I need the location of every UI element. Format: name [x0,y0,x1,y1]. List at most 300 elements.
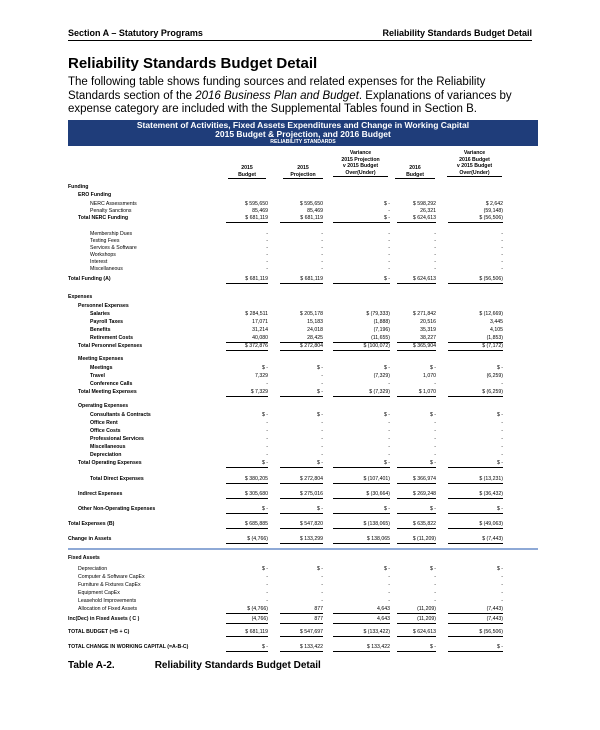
cell-value: $ 272,804 [280,475,323,484]
table-row [0,402,600,410]
cell-value: 85,469 [307,208,323,214]
cell-value: - [321,373,323,379]
cell-value: $ - [397,643,436,652]
cell-value: - [388,444,390,450]
cell-value: $ 681,119 [226,628,268,637]
cell-value: $ - [429,566,436,572]
row-label: Salaries [90,311,110,317]
cell-value: (6,259) [486,373,503,379]
cell-value: $ - [280,388,323,397]
cell-value: - [434,590,436,596]
cell-value: 877 [280,615,323,624]
cell-value: $ - [397,459,436,468]
cell-value: (11,209) [397,615,436,624]
cell-value: $ 133,422 [280,643,323,652]
cell-value: - [266,245,268,251]
row-label: NERC Assessments [90,201,137,207]
col-2016-budget-header: 2016 Budget [395,165,435,179]
col-2015-budget-header: 2015 Budget [228,165,266,179]
cell-value: 28,425 [280,334,323,343]
cell-value: - [434,231,436,237]
cell-value: - [321,420,323,426]
cell-value: (4,766) [226,615,268,624]
cell-value: $ - [261,566,268,572]
row-label: Meeting Expenses [78,356,124,362]
cell-value: $ (56,506) [448,628,503,637]
cell-value: $ - [448,643,503,652]
cell-value: - [321,444,323,450]
cell-value: - [501,245,503,251]
cell-value: - [434,259,436,265]
col-variance-2015-header: Variance 2015 Projection v 2015 Budget Over(Under) [333,150,388,177]
cell-value: $ (30,664) [333,490,390,499]
section-label: Section A – Statutory Programs [68,28,203,38]
row-label: Depreciation [90,452,122,458]
cell-value: (11,209) [397,605,436,614]
cell-value: - [501,452,503,458]
table-row [0,310,600,318]
cell-value: $ 547,820 [280,520,323,529]
cell-value: $ (36,432) [448,490,503,499]
row-label: Change in Assets [68,536,112,542]
table-row [0,364,600,372]
cell-value: 1,070 [423,373,436,379]
cell-value: 31,214 [252,327,268,333]
col-2015-projection-header: 2015 Projection [283,165,323,179]
cell-value: $ - [496,365,503,371]
cell-value: $ (13,231) [448,475,503,484]
cell-value: - [266,420,268,426]
table-row [0,355,600,363]
table-subtitle-band: RELIABILITY STANDARDS [68,139,538,146]
cell-value: (1,888) [373,319,390,325]
cell-value: $ 624,613 [397,214,436,223]
table-row [0,573,600,581]
cell-value: - [321,574,323,580]
row-label: Equipment CapEx [78,590,120,596]
table-row [0,427,600,435]
table-row [0,435,600,443]
cell-value: (11,655) [333,334,390,343]
row-label: TOTAL BUDGET (=B + C) [68,629,130,635]
cell-value: - [321,590,323,596]
table-row [0,302,600,310]
cell-value: $ - [226,505,268,514]
cell-value: $ - [383,566,390,572]
cell-value: - [388,590,390,596]
cell-value: - [321,582,323,588]
cell-value: - [388,574,390,580]
table-row [0,214,600,222]
table-row [0,605,600,613]
cell-value: (1,853) [448,334,503,343]
cell-value: $ - [226,643,268,652]
cell-value: - [434,582,436,588]
cell-value: $ - [316,412,323,418]
cell-value: $ - [448,459,503,468]
table-row [0,589,600,597]
cell-value: - [434,420,436,426]
row-label: Allocation of Fixed Assets [78,606,138,612]
cell-value: $ 271,842 [412,311,436,317]
row-label: Office Costs [90,428,121,434]
header-title: Reliability Standards Budget Detail [382,28,532,38]
cell-value: - [321,428,323,434]
row-label: Consultants & Contracts [90,412,151,418]
table-row [0,380,600,388]
cell-value: - [434,245,436,251]
table-row [0,419,600,427]
cell-value: - [266,381,268,387]
row-label: Professional Services [90,436,144,442]
cell-value: - [501,238,503,244]
cell-value: $ 7,329 [226,388,268,397]
table-row [0,597,600,605]
col-variance-2016-header: Variance 2016 Budget v 2015 Budget Over(Under) [447,150,502,177]
page-title: Reliability Standards Budget Detail [68,55,318,72]
cell-value: - [434,574,436,580]
cell-value: (7,196) [373,327,390,333]
cell-value: - [388,381,390,387]
table-row [0,443,600,451]
cell-value: $ 269,248 [397,490,436,499]
table-row [0,293,600,301]
cell-value: - [501,381,503,387]
cell-value: $ - [333,214,390,223]
row-label: Workshops [90,252,116,258]
cell-value: - [501,252,503,258]
row-label: Inc(Dec) in Fixed Assets ( C ) [68,616,140,622]
cell-value: $ - [280,505,323,514]
row-label: Total Operating Expenses [78,460,142,466]
cell-value: $ (12,669) [479,311,503,317]
cell-value: $ 365,904 [397,342,436,351]
cell-value: - [501,444,503,450]
cell-value: $ 685,885 [226,520,268,529]
cell-value: $ (56,506) [448,214,503,223]
table-row [0,615,600,623]
row-label: Miscellaneous [90,266,123,272]
row-label: Indirect Expenses [78,491,123,497]
cell-value: - [501,590,503,596]
row-label: Conference Calls [90,381,133,387]
cell-value: $ 305,680 [226,490,268,499]
cell-value: - [501,598,503,604]
cell-value: - [388,238,390,244]
cell-value: (7,443) [448,605,503,614]
cell-value: 4,105 [490,327,503,333]
cell-value: $ - [280,459,323,468]
cell-value: - [388,231,390,237]
table-row [0,411,600,419]
cell-value: - [501,582,503,588]
cell-value: $ 595,650 [299,201,323,207]
cell-value: $ - [261,365,268,371]
cell-value: 15,183 [307,319,323,325]
cell-value: $ (107,401) [333,475,390,484]
row-label: Membership Dues [90,231,133,237]
row-label: ERO Funding [78,192,112,198]
cell-value: $ (4,766) [226,535,268,544]
cell-value: 7,329 [255,373,268,379]
cell-value: - [321,452,323,458]
cell-value: - [266,252,268,258]
cell-value: $ - [316,566,323,572]
cell-value: (59,148) [483,208,503,214]
cell-value: - [321,259,323,265]
cell-value: $ - [383,365,390,371]
cell-value: $ (56,506) [448,275,503,284]
cell-value: $ 272,804 [280,342,323,351]
row-label: Penalty Sanctions [90,208,132,214]
cell-value: 877 [280,605,323,614]
cell-value: $ (11,209) [397,535,436,544]
table-title-band: Statement of Activities, Fixed Assets Expenditures and Change in Working Capital 2015 Budget & Projection, and 2016 Budget [68,120,538,139]
cell-value: - [388,436,390,442]
cell-value: 20,516 [420,319,436,325]
cell-value: $ 284,511 [245,311,268,317]
cell-value: - [388,452,390,458]
cell-value: 17,071 [252,319,268,325]
table-row [0,275,600,283]
cell-value: - [501,420,503,426]
table-caption: Table A-2. Reliability Standards Budget Detail [68,660,321,671]
cell-value: - [501,266,503,272]
cell-value: $ - [383,201,390,207]
cell-value: 38,227 [397,334,436,343]
table-row [0,342,600,350]
cell-value: - [501,436,503,442]
row-label: Furniture & Fixtures CapEx [78,582,141,588]
cell-value: - [266,598,268,604]
table-row [0,334,600,342]
cell-value: $ (100,072) [333,342,390,351]
cell-value: - [321,436,323,442]
table-row [0,265,600,273]
row-label: Computer & Software CapEx [78,574,145,580]
cell-value: - [266,444,268,450]
cell-value: $ - [448,505,503,514]
cell-value: - [434,381,436,387]
cell-value: $ 133,422 [333,643,390,652]
cell-value: $ 275,016 [280,490,323,499]
row-label: Expenses [68,294,93,300]
cell-value: $ 138,065 [333,535,390,544]
table-row [0,451,600,459]
cell-value: - [388,428,390,434]
cell-value: $ (7,329) [333,388,390,397]
row-label: Leasehold Improvements [78,598,137,604]
cell-value: - [501,231,503,237]
cell-value: 3,445 [490,319,503,325]
cell-value: - [321,231,323,237]
cell-value: $ - [226,459,268,468]
table-row [0,581,600,589]
cell-value: $ (4,766) [226,605,268,614]
cell-value: $ 372,876 [226,342,268,351]
cell-value: $ - [333,459,390,468]
row-label: Meetings [90,365,113,371]
cell-value: - [434,266,436,272]
cell-value: 35,319 [420,327,436,333]
cell-value: - [388,245,390,251]
cell-value: $ - [333,275,390,284]
cell-value: $ (138,065) [333,520,390,529]
cell-value: $ (49,063) [448,520,503,529]
cell-value: $ 366,974 [397,475,436,484]
cell-value: - [266,436,268,442]
row-label: TOTAL CHANGE IN WORKING CAPITAL (=A-B-C) [68,644,189,650]
row-label: Total Personnel Expenses [78,343,143,349]
cell-value: $ - [261,412,268,418]
cell-value: $ - [496,412,503,418]
cell-value: - [388,266,390,272]
cell-value: - [266,582,268,588]
cell-value: $ (79,333) [366,311,390,317]
cell-value: - [321,252,323,258]
cell-value: (7,329) [373,373,390,379]
row-label: Retirement Costs [90,335,133,341]
cell-value: $ 1,070 [397,388,436,397]
table-row [0,565,600,573]
row-label: Operating Expenses [78,403,129,409]
cell-value: - [321,381,323,387]
row-label: Office Rent [90,420,118,426]
cell-value: $ 681,119 [280,275,323,284]
cell-value: $ (7,443) [448,535,503,544]
cell-value: - [388,252,390,258]
row-label: Total Direct Expenses [90,476,144,482]
table-row [0,643,600,651]
cell-value: $ 598,292 [412,201,436,207]
cell-value: - [321,598,323,604]
row-label: Personnel Expenses [78,303,129,309]
table-row [0,372,600,380]
cell-value: - [266,266,268,272]
cell-value: $ - [429,365,436,371]
cell-value: - [434,238,436,244]
cell-value: - [266,428,268,434]
table-row [0,326,600,334]
row-label: Services & Software [90,245,137,251]
row-label: Fixed Assets [68,555,100,561]
cell-value: $ 547,697 [280,628,323,637]
row-label: Miscellaneous [90,444,126,450]
cell-value: $ - [397,505,436,514]
table-row [0,318,600,326]
cell-value: - [434,252,436,258]
cell-value: $ - [429,412,436,418]
row-label: Total Meeting Expenses [78,389,137,395]
intro-paragraph: The following table shows funding sources and related expenses for the Reliability Standards section of the 2016 Business Plan and Budget. Explanations of variances by expense category are included with the Supplemental Tables found in Section B. [68,76,512,115]
cell-value: 4,643 [333,615,390,624]
table-row [0,520,600,528]
row-label: Total Funding (A) [68,276,111,282]
cell-value: $ 595,650 [244,201,268,207]
cell-value: - [501,574,503,580]
table-row [0,535,600,543]
row-label: Depreciation [78,566,108,572]
cell-value: - [388,259,390,265]
table-row [0,191,600,199]
cell-value: - [501,259,503,265]
cell-value: $ 681,119 [226,214,268,223]
cell-value: $ 205,178 [299,311,323,317]
cell-value: - [501,428,503,434]
cell-value: $ 624,613 [397,275,436,284]
cell-value: 85,469 [252,208,268,214]
cell-value: - [434,428,436,434]
cell-value: $ 624,613 [397,628,436,637]
cell-value: - [321,245,323,251]
table-row [0,490,600,498]
table-row [0,554,600,562]
cell-value: $ 681,119 [226,275,268,284]
cell-value: $ - [383,412,390,418]
cell-value: (7,443) [448,615,503,624]
cell-value: $ (133,422) [333,628,390,637]
cell-value: - [321,266,323,272]
table-row [0,505,600,513]
cell-value: 24,018 [307,327,323,333]
cell-value: - [434,452,436,458]
cell-value: $ 2,642 [485,201,503,207]
table-row [0,475,600,483]
table-separator [68,548,538,550]
cell-value: $ 133,299 [280,535,323,544]
cell-value: - [266,452,268,458]
cell-value: - [434,436,436,442]
cell-value: - [266,590,268,596]
cell-value: - [266,574,268,580]
row-label: Travel [90,373,105,379]
page-header [68,10,532,41]
cell-value: $ 681,119 [280,214,323,223]
cell-value: 26,321 [420,208,436,214]
cell-value: - [266,238,268,244]
row-label: Benefits [90,327,111,333]
cell-value: 40,080 [226,334,268,343]
row-label: Interest [90,259,108,265]
cell-value: - [388,208,390,214]
row-label: Total Expenses (B) [68,521,115,527]
cell-value: - [388,420,390,426]
cell-value: $ 380,205 [226,475,268,484]
cell-value: - [388,598,390,604]
cell-value: $ - [496,566,503,572]
cell-value: $ (7,172) [448,342,503,351]
row-label: Other Non-Operating Expenses [78,506,156,512]
row-label: Total NERC Funding [78,215,129,221]
cell-value: - [266,259,268,265]
cell-value: $ 635,822 [397,520,436,529]
cell-value: - [434,598,436,604]
cell-value: - [321,238,323,244]
table-row [0,183,600,191]
cell-value: - [434,444,436,450]
cell-value: - [266,231,268,237]
table-row [0,388,600,396]
table-row [0,459,600,467]
cell-value: 4,643 [333,605,390,614]
cell-value: - [388,582,390,588]
cell-value: $ - [333,505,390,514]
row-label: Payroll Taxes [90,319,124,325]
table-row [0,628,600,636]
row-label: Funding [68,184,89,190]
row-label: Testing Fees [90,238,120,244]
cell-value: $ (6,259) [448,388,503,397]
